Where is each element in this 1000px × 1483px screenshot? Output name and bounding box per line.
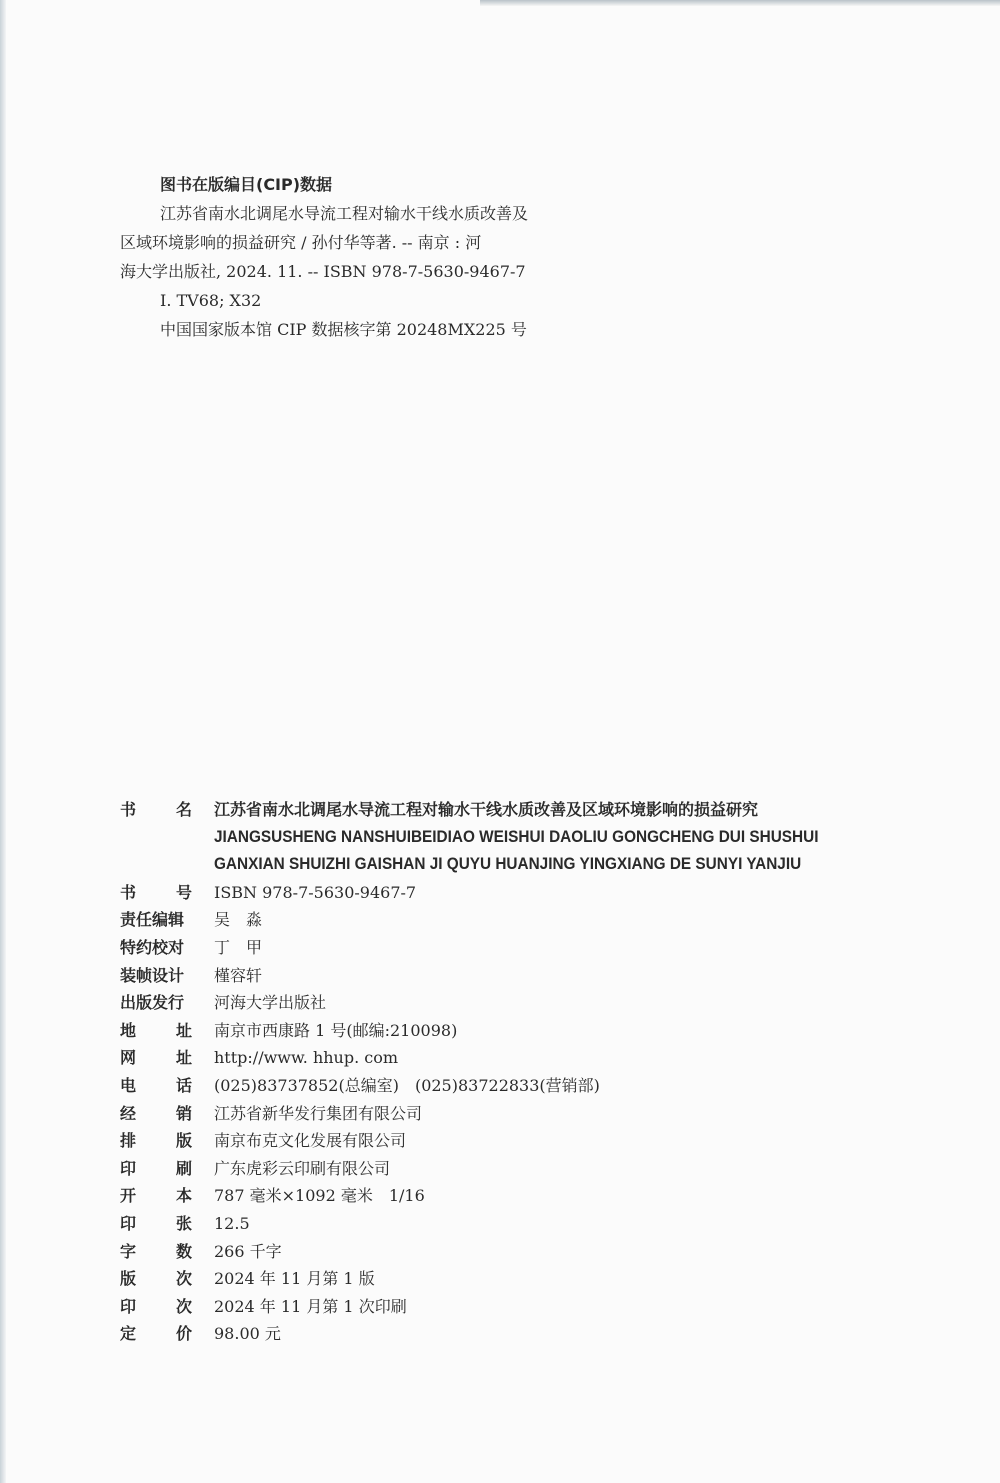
colophon-value-printing: 2024 年 11 月第 1 次印刷 [214,1296,407,1316]
label-char: 书 [120,882,137,902]
label-char: 数 [175,1241,192,1261]
colophon-label-printer [120,1155,192,1183]
colophon-row-title [120,796,960,879]
label-char: 价 [175,1324,192,1344]
colophon-label-phone [120,1072,192,1100]
colophon-row-address [120,1017,960,1045]
label-char: 刷 [175,1158,192,1178]
colophon-value-price: 98.00 元 [214,1324,281,1344]
colophon-value-typesetting: 南京布克文化发展有限公司 [214,1131,407,1151]
colophon-label-price [120,1320,192,1348]
cip-heading: 图书在版编目(CIP)数据 [160,175,333,194]
label-char: 版 [120,1269,137,1289]
colophon-label-edition [120,1265,192,1293]
colophon-row-publisher [120,989,960,1017]
page-left-edge-shadow [0,0,6,1483]
colophon-label-editor: 责任编辑 [120,910,185,930]
colophon-value-designer: 槿容轩 [214,965,263,985]
colophon-label-address [120,1017,192,1045]
colophon-row-price [120,1320,960,1348]
book-title-pinyin-line-2: GANXIAN SHUIZHI GAISHAN JI QUYU HUANJING YINGXIANG DE SUNYI YANJIU [214,855,802,874]
label-char: 网 [120,1048,137,1068]
label-char: 印 [120,1213,137,1233]
book-title-pinyin-line-1: JIANGSUSHENG NANSHUIBEIDIAO WEISHUI DAOLIU GONGCHENG DUI SHUSHUI [214,827,819,846]
colophon-value-publisher: 河海大学出版社 [214,993,327,1013]
colophon-value-format: 787 毫米×1092 毫米 1/16 [214,1186,425,1206]
label-char: 经 [120,1103,137,1123]
cip-record-number: 中国国家版本馆 CIP 数据核字第 20248MX225 号 [160,320,527,339]
colophon-row-distributor [120,1100,960,1128]
colophon-label-isbn [120,879,192,907]
colophon-label-designer: 装帧设计 [120,965,185,985]
label-char: 号 [175,882,192,902]
colophon-row-typesetting [120,1127,960,1155]
colophon-row-isbn [120,879,960,907]
label-char: 印 [120,1296,137,1316]
colophon-label-printing [120,1293,192,1321]
colophon-label-typesetting [120,1127,192,1155]
colophon-row-printing [120,1293,960,1321]
colophon-value-website: http://www. hhup. com [214,1048,399,1068]
label-char: 定 [120,1324,137,1344]
colophon-label-format [120,1182,192,1210]
colophon-value-printer: 广东虎彩云印刷有限公司 [214,1158,391,1178]
label-char: 印 [120,1158,137,1178]
cip-classification: Ⅰ. TV68; X32 [160,291,262,310]
label-char: 销 [175,1103,192,1123]
cip-line-2: 区域环境影响的损益研究 / 孙付华等著. -- 南京 : 河 [120,233,482,252]
colophon-value-phone: (025)83737852(总编室) (025)83722833(营销部) [214,1075,600,1095]
colophon-label-publisher: 出版发行 [120,993,185,1013]
label-char: 电 [120,1075,137,1095]
book-title-chinese: 江苏省南水北调尾水导流工程对输水干线水质改善及区域环境影响的损益研究 [214,800,759,819]
page-top-edge-shadow [480,0,1000,6]
colophon-label-proofreader: 特约校对 [120,937,185,957]
colophon-value-word-count: 266 千字 [214,1241,282,1261]
label-char: 版 [175,1131,192,1151]
colophon-label-website [120,1044,192,1072]
cip-data-block [120,170,600,344]
colophon-row-printer [120,1155,960,1183]
colophon-row-sheets [120,1210,960,1238]
colophon-label-title [120,796,192,824]
label-char: 址 [175,1020,192,1040]
label-char: 次 [175,1269,192,1289]
colophon-row-website [120,1044,960,1072]
label-char: 地 [120,1020,137,1040]
label-char: 书 [120,800,137,819]
cip-line-1: 江苏省南水北调尾水导流工程对输水干线水质改善及 [160,204,529,223]
label-char: 开 [120,1186,137,1206]
colophon-value-proofreader: 丁 甲 [214,937,263,957]
colophon-label-word-count [120,1238,192,1266]
colophon-value-title [214,796,960,879]
colophon-value-editor: 吴 淼 [214,910,263,930]
colophon-table [120,796,960,1348]
label-char: 本 [175,1186,192,1206]
colophon-row-phone [120,1072,960,1100]
colophon-row-edition [120,1265,960,1293]
label-char: 张 [175,1213,192,1233]
colophon-value-distributor: 江苏省新华发行集团有限公司 [214,1103,423,1123]
label-char: 次 [175,1296,192,1316]
label-char: 名 [175,800,192,819]
label-char: 话 [175,1075,192,1095]
colophon-value-sheets: 12.5 [214,1213,250,1233]
colophon-row-format [120,1182,960,1210]
colophon-value-edition: 2024 年 11 月第 1 版 [214,1269,375,1289]
colophon-row-editor [120,906,960,934]
colophon-label-sheets [120,1210,192,1238]
label-char: 排 [120,1131,137,1151]
cip-line-3: 海大学出版社, 2024. 11. -- ISBN 978-7-5630-9467-7 [120,262,526,281]
colophon-row-proofreader [120,934,960,962]
colophon-value-isbn: ISBN 978-7-5630-9467-7 [214,882,417,902]
label-char: 址 [175,1048,192,1068]
colophon-row-designer [120,962,960,990]
colophon-value-address: 南京市西康路 1 号(邮编:210098) [214,1020,458,1040]
colophon-label-distributor [120,1100,192,1128]
label-char: 字 [120,1241,137,1261]
colophon-row-word-count [120,1238,960,1266]
